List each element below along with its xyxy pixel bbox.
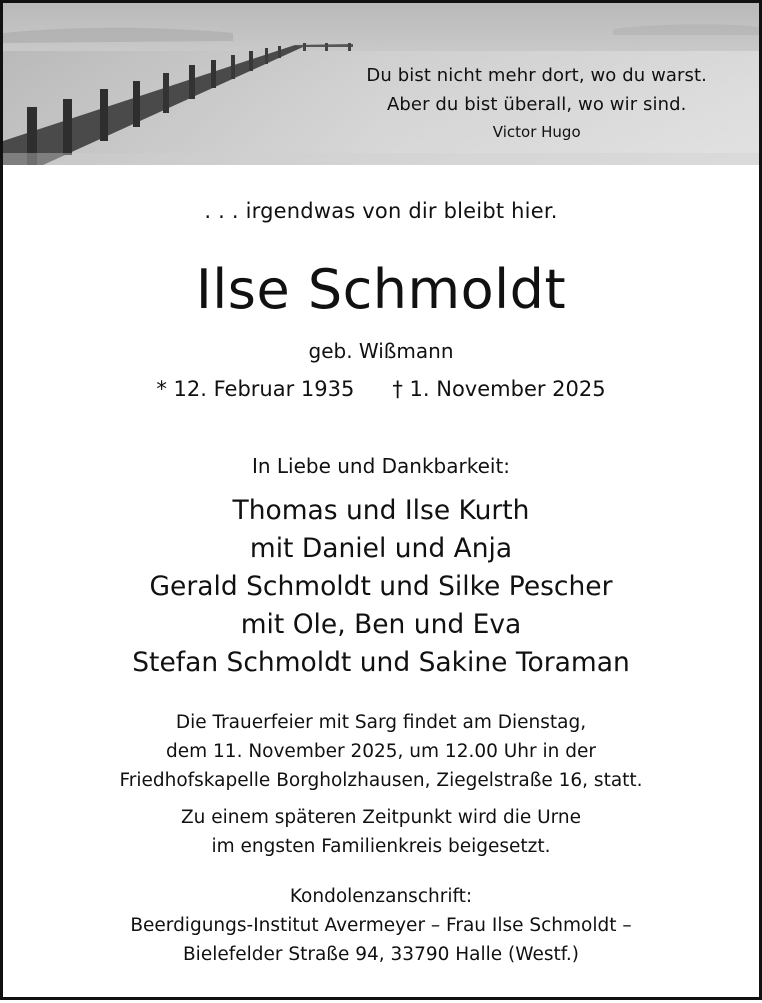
contact-line: Kondolenzanschrift:: [289, 886, 473, 907]
service-line: Die Trauerfeier mit Sarg findet am Dienstag,: [175, 712, 587, 733]
service-line: Friedhofskapelle Borgholzhausen, Ziegelstraße 16, statt.: [119, 770, 643, 791]
pier-lake-photo: [3, 3, 759, 165]
condolence-address: [3, 882, 759, 969]
quote-block: [366, 61, 707, 145]
contact-line: Beerdigungs-Institut Avermeyer – Frau Ilse Schmoldt –: [130, 915, 632, 936]
family-list: [3, 492, 759, 682]
deceased-name: Ilse Schmoldt: [195, 258, 567, 321]
quote-line-1: Du bist nicht mehr dort, wo du warst.: [366, 65, 707, 86]
lead-line: . . . irgendwas von dir bleibt hier.: [204, 199, 558, 223]
birth-name: geb. Wißmann: [308, 339, 454, 363]
quote-author: Victor Hugo: [492, 123, 581, 141]
contact-line: Bielefelder Straße 94, 33790 Halle (Westf.): [182, 944, 580, 965]
family-line: Thomas und Ilse Kurth: [232, 495, 530, 526]
urn-line: Zu einem späteren Zeitpunkt wird die Urne: [180, 807, 582, 828]
family-line: mit Ole, Ben und Eva: [240, 609, 522, 640]
family-line: Gerald Schmoldt und Silke Pescher: [149, 571, 613, 602]
urn-burial-info: [3, 803, 759, 861]
family-line: Stefan Schmoldt und Sakine Toraman: [132, 647, 630, 678]
death-date: † 1. November 2025: [392, 377, 606, 401]
obituary-notice: [3, 3, 759, 997]
family-line: mit Daniel und Anja: [249, 533, 513, 564]
urn-line: im engsten Familienkreis beigesetzt.: [211, 836, 551, 857]
service-line: dem 11. November 2025, um 12.00 Uhr in der: [166, 741, 596, 762]
funeral-service-info: [3, 708, 759, 795]
quote-line-2: Aber du bist überall, wo wir sind.: [386, 94, 687, 115]
life-dates: [3, 377, 759, 401]
birth-date: * 12. Februar 1935: [156, 377, 355, 401]
thanks-heading: In Liebe und Dankbarkeit:: [251, 454, 511, 478]
